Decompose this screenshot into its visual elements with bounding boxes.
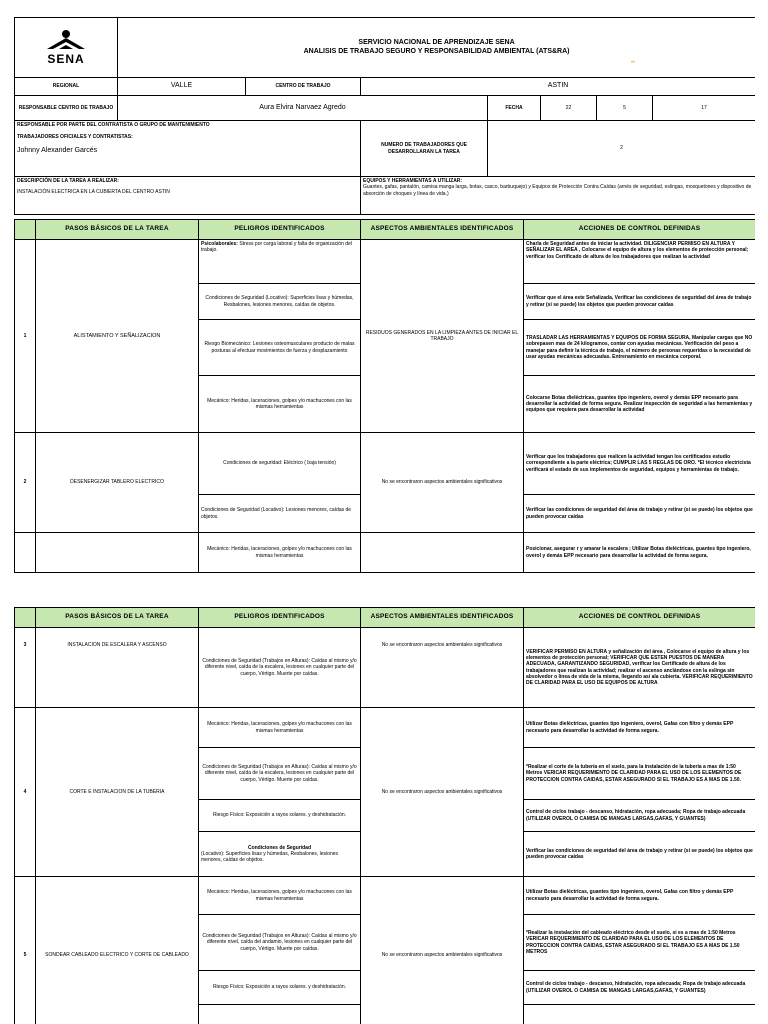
hazard-cell: Riesgo Físico: Exposición a rayos solares. y deshidratación.	[199, 800, 361, 832]
col-aspectos-header: ASPECTOS AMBIENTALES IDENTIFICADOS	[361, 608, 524, 628]
col-pasos-header: PASOS BÁSICOS DE LA TAREA	[36, 608, 199, 628]
descripcion-cell	[15, 177, 361, 215]
tasks-table-1	[14, 219, 755, 573]
hazard-cell: Condiciones de Seguridad (Trabajos en Alturas): Caídas al mismo y/o diferente nivel, caída del andamio, lesiones en cualquier parte del cuerpo, Vértigo. Muerte por caídas.	[199, 915, 361, 971]
fecha-month: 5	[597, 96, 653, 121]
hazard-text: Stress por carga laboral y falta de organización del trabajo.	[201, 241, 352, 254]
action-cell: Verificar las condiciones de seguridad del área de trabajo y retirar (si se puede) los objetos que pueden provocar caídas	[524, 495, 756, 533]
step-number: 5	[15, 877, 36, 1024]
col-acciones-header: ACCIONES DE CONTROL DEFINIDAS	[524, 608, 756, 628]
responsable-value: Aura Elvira Narvaez Agredo	[118, 96, 488, 121]
numero-label: NUMERO DE TRABAJADORES QUE DESARROLLARAN LA TAREA	[361, 121, 488, 177]
hazard-cell: Mecánico: Heridas, laceraciones, golpes y/o machucones con las mismas herramientas	[199, 376, 361, 433]
hazard-label: Condiciones de Seguridad	[247, 844, 312, 851]
aspect-cell: No se encontraron aspectos ambientales significativos	[361, 708, 524, 877]
trabajadores-label: TRABAJADORES OFICIALES Y CONTRATISTAS:	[17, 134, 133, 141]
table-row	[15, 877, 756, 915]
step-name: ALISTAMIENTO Y SEÑALIZACION	[36, 240, 199, 433]
step-number: 1	[15, 240, 36, 433]
aspect-cell: No se encontraron aspectos ambientales significativos	[361, 433, 524, 533]
table-row	[15, 240, 756, 284]
empty-cell	[361, 533, 524, 573]
empty-cell	[199, 1005, 361, 1024]
col-aspectos-header: ASPECTOS AMBIENTALES IDENTIFICADOS	[361, 220, 524, 240]
hazard-cell: Condiciones de Seguridad (Trabajos en Alturas): Caídas al mismo y/o diferente nivel, caída de la escalera, lesiones en cualquier parte del cuerpo, Vértigo. Muerte por caídas.	[199, 628, 361, 708]
equipos-value: Guantes, gafas, pantalón, camisa manga larga, botas, casco, barbuquejo) y Equipos de Protección Contra Caídas (arnés de seguridad, eslingas, mosquetones y dispositivo de absorción de choques y línea de vida.)	[363, 184, 752, 197]
action-cell: TRASLADAR LAS HERRAMIENTAS Y EQUIPOS DE FORMA SEGURA, Manipular cargas que NO sobrepasen mas de 24 kilogramos, contar con ayudas mecánicas. Verificación del peso a manejar para definir la técnica de trabajo, el número de personas requeridas o la necesidad de usar ayudas mecánicas adecuadas. Entrenamiento en mecánica corporal.	[524, 320, 756, 376]
action-cell: Control de ciclos trabajo - descanso, hidratación, ropa adecuada; Ropa de trabajo adecuada (UTILIZAR OVEROL O CAMISA DE MANGAS LARGAS,GAFAS, Y GUANTES)	[524, 971, 756, 1005]
table-row	[15, 533, 756, 573]
step-number: 2	[15, 433, 36, 533]
fecha-day: 22	[541, 96, 597, 121]
centro-label: CENTRO DE TRABAJO	[246, 78, 361, 96]
numero-value: 2	[488, 121, 756, 177]
col-num-header	[15, 608, 36, 628]
action-cell: Verificar que el área este Señalizada, Verificar las condiciones de seguridad del área de trabajo y retirar (si se puede) los objetos que pueden provocar caídas	[524, 284, 756, 320]
step-name: CORTE E INSTALACION DE LA TUBERIA	[36, 708, 199, 877]
empty-cell	[15, 533, 36, 573]
action-cell: *Realizar la instalación del cableado eléctrico desde el suelo, si es a mas de 1:50 Metros VERICAR REQUERIMIENTO DE CLARIDAD PARA EL USO DE LOS ELEMENTOS DE PROTECCION CONTRA CAIDAS, ESTAR ASEGURADO SI EL TRABAJO ES A MAS DE 1.50 METROS	[524, 915, 756, 971]
step-number: 4	[15, 708, 36, 877]
action-cell: Control de ciclos trabajo - descanso, hidratación, ropa adecuada; Ropa de trabajo adecuada (UTILIZAR OVEROL O CAMISA DE MANGAS LARGAS,GAFAS, Y GUANTES)	[524, 800, 756, 832]
small-mark: W	[631, 59, 635, 64]
col-peligros-header: PELIGROS IDENTIFICADOS	[199, 220, 361, 240]
hazard-label: Psicolaborales:	[201, 241, 238, 247]
header-table	[14, 17, 755, 215]
sena-logo	[17, 29, 115, 67]
sheet-page-2	[14, 607, 755, 1024]
step-name: SONDEAR CABLEADO ELECTRICO Y CORTE DE CABLEADO	[36, 877, 199, 1024]
hazard-cell: Mecánico: Heridas, laceraciones, golpes y/o machucones con las mismas herramientas	[199, 533, 361, 573]
regional-value: VALLE	[118, 78, 246, 96]
action-cell: Charla de Seguridad antes de iniciar la actividad. DILIGENCIAR PERMISO EN ALTURA Y SEÑALIZAR EL AREA , Colocarse el equipo de altura y los elementos de protección personal; verificar los Certificado de altura de los trabajadores que realizan la actividad	[524, 240, 756, 284]
aspect-cell: RESIDUOS GENERADOS EN LA LIMPIEZA ANTES DE INICIAR EL TRABAJO	[361, 240, 524, 433]
aspect-cell: No se encontraron aspectos ambientales significativos	[361, 877, 524, 1024]
action-cell: Posicionar, asegurar r y amarar la escalera ; Utilizar Botas dieléctricas, guantes tipo ingeniero, overol y demás EPP necesario para desarrollar la actividad de forma segura.	[524, 533, 756, 573]
action-cell: Utilizar Botas dieléctricas, guantes tipo ingeniero, overol, Gafas con filtro y demás EPP necesario para desarrollar la actividad de forma segura.	[524, 877, 756, 915]
fecha-year: 17	[653, 96, 756, 121]
action-cell: *Realizar el corte de la tubería en el suelo, para la instalación de la tubería a mas de 1:50 Metros VERICAR REQUERIMIENTO DE CLARIDAD PARA EL USO DE LOS ELEMENTOS DE PROTECCION CONTRA CAIDAS, ESTAR ASEGURADO SI EL TRABAJO ES A MAS DE 1.50.	[524, 748, 756, 800]
action-cell: VERIFICAR PERMISO EN ALTURA y señalización del área , Colocarse el equipo de altura y los elementos de protección personal; VERIFICAR QUE ESTEN PUESTOS DE MANERA ADECUADA, GARANTIZANDO SEGURIDAD, verificar los Certificado de altura de los trabajadores que realizan la actividad; realizar el ascenso anclándose con la eslinga sin absolvedor o línea de vida de la misma, llegando así ala cubierta. VERIFICAR REQUERIMIENTO DE CLARIDAD PARA EL USO DE EQUIPOS DE ALTURA	[524, 628, 756, 708]
col-pasos-header: PASOS BÁSICOS DE LA TAREA	[36, 220, 199, 240]
hazard-cell: Riesgo Físico: Exposición a rayos solares. y deshidratación.	[199, 971, 361, 1005]
contratista-label: RESPONSABLE POR PARTE DEL CONTRATISTA O GRUPO DE MANTENIMIENTO	[17, 122, 210, 128]
sena-logo-icon	[41, 29, 91, 51]
action-cell: Utilizar Botas dieléctricas, guantes tipo ingeniero, overol, Gafas con filtro y demás EPP necesario para desarrollar la actividad de forma segura.	[524, 708, 756, 748]
hazard-cell: Mecánico: Heridas, laceraciones, golpes y/o machucones con las mismas herramientas	[199, 708, 361, 748]
table-row	[15, 708, 756, 748]
regional-label: REGIONAL	[15, 78, 118, 96]
contratista-cell	[15, 121, 361, 177]
sena-logo-text: SENA	[47, 51, 85, 66]
empty-cell	[524, 1005, 756, 1024]
trabajadores-value: Johnny Alexander Garcés	[17, 146, 98, 154]
action-cell: Verificar las condiciones de seguridad del área de trabajo y retirar (si se puede) los objetos que pueden provocar caídas	[524, 832, 756, 877]
hazard-cell	[199, 832, 361, 877]
hazard-text: (Locativo): Superficies lisas y húmedas, Resbalones, lesiones menores, caídas de objetos.	[201, 850, 339, 864]
document-title-line2: ANALISIS DE TRABAJO SEGURO Y RESPONSABILIDAD AMBIENTAL (ATS&RA)	[303, 47, 570, 55]
hazard-cell: Condiciones de seguridad: Eléctrico ( baja tensión)	[199, 433, 361, 495]
tasks-table-2	[14, 607, 755, 1024]
action-cell: Colocarse Botas dieléctricas, guantes tipo ingeniero, overol y demás EPP necesario para desarrollar la actividad de forma segura. Realizar inspección de seguridad a las herramientas y equipos que requiera para desarrollar la actividad	[524, 376, 756, 433]
hazard-cell: Riesgo Biomecánico: Lesiones osteomusculares producto de malas posturas al efectuar movimientos de fuerza y desplazamiento	[199, 320, 361, 376]
hazard-cell	[199, 240, 361, 284]
centro-value: ASTIN	[361, 78, 756, 96]
logo-cell	[15, 18, 118, 78]
hazard-cell: Condiciones de Seguridad (Locativo): Superficies lisas y húmedas, Resbalones, lesiones menores, caídas de objetos.	[199, 284, 361, 320]
table-row	[15, 628, 756, 708]
document-title-line1: SERVICIO NACIONAL DE APRENDIZAJE SENA	[358, 38, 515, 46]
sheet-page-1	[14, 17, 755, 577]
aspect-cell: No se encontraron aspectos ambientales significativos	[361, 628, 524, 708]
action-cell: Verificar que los trabajadores que realicen la actividad tengan los certificados estudio correspondiente a la parte eléctrica; CUMPLIR LAS 5 REGLAS DE ORO. *El técnico electricista verificará el estado de sus implementos de seguridad, equipos y herramientas de trabajo.	[524, 433, 756, 495]
equipos-cell	[361, 177, 756, 215]
fecha-label: FECHA	[488, 96, 541, 121]
equipos-label: EQUIPOS Y HERRAMIENTAS A UTILIZAR:	[363, 178, 463, 184]
responsable-label: RESPONSABLE CENTRO DE TRABAJO	[15, 96, 118, 121]
step-number: 3	[15, 628, 36, 708]
title-cell	[118, 18, 756, 78]
empty-cell	[36, 533, 199, 573]
descripcion-value: INSTALACIÓN ELECTRICA EN LA CUBIERTA DEL CENTRO ASTIN	[17, 189, 170, 196]
col-acciones-header: ACCIONES DE CONTROL DEFINIDAS	[524, 220, 756, 240]
step-name: DESENERGIZAR TABLERO ELECTRICO	[36, 433, 199, 533]
col-num-header	[15, 220, 36, 240]
col-peligros-header: PELIGROS IDENTIFICADOS	[199, 608, 361, 628]
hazard-cell: Condiciones de Seguridad (Trabajos en Alturas): Caídas al mismo y/o diferente nivel, caída de la escalera, lesiones en cualquier parte del cuerpo, Vértigo. Muerte por caídas.	[199, 748, 361, 800]
hazard-cell: Mecánico: Heridas, laceraciones, golpes y/o machucones con las mismas herramientas	[199, 877, 361, 915]
step-name: INSTALACION DE ESCALERA Y ASCENSO	[36, 628, 199, 708]
descripcion-label: DESCRIPCIÓN DE LA TAREA A REALIZAR:	[17, 178, 119, 184]
table-row	[15, 433, 756, 495]
hazard-cell: Condiciones de Seguridad (Locativo): Lesiones menores, caídas de objetos.	[199, 495, 361, 533]
